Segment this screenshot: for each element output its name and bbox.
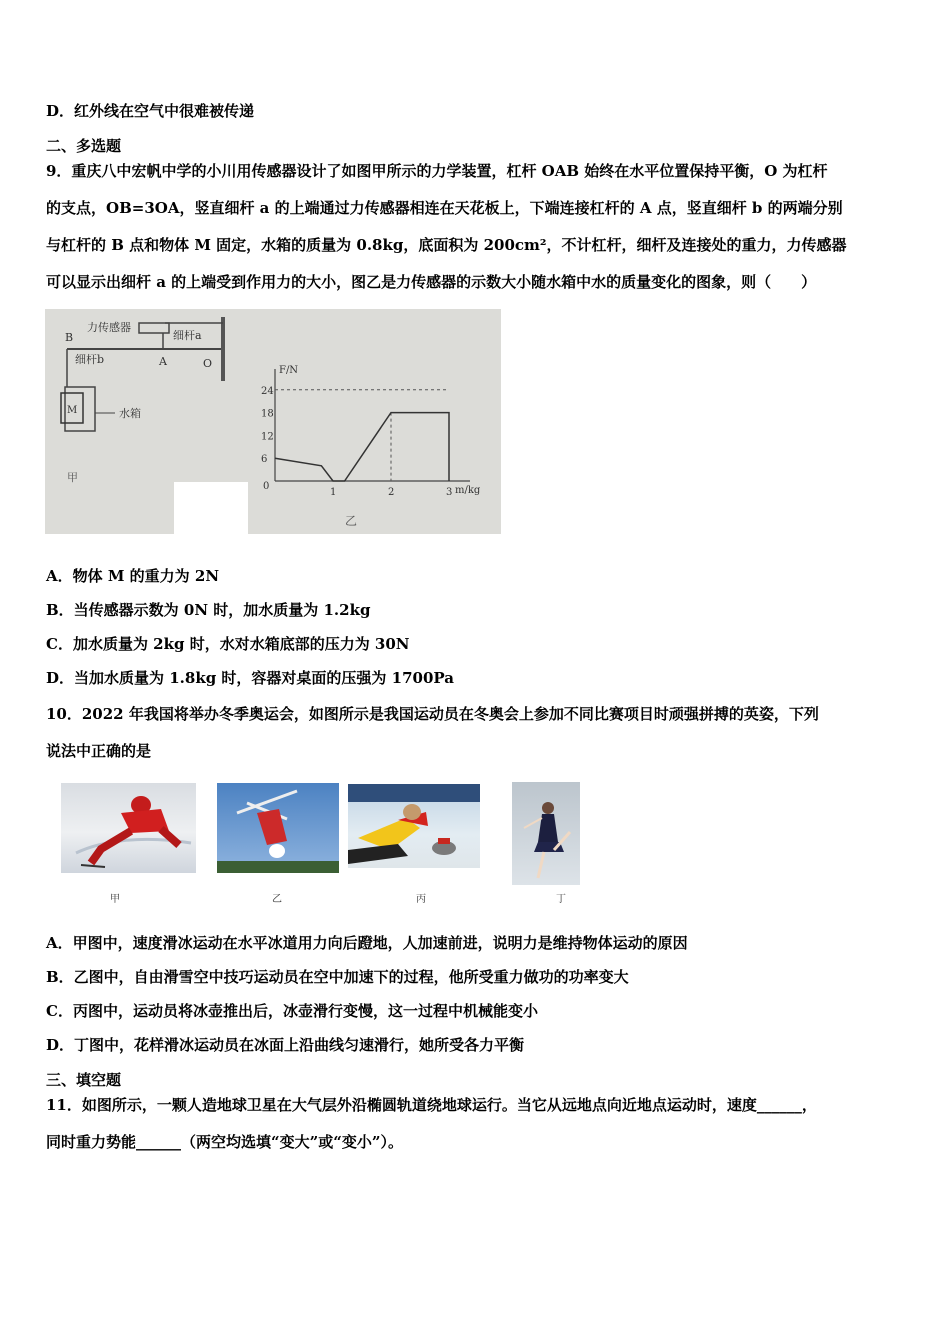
photo-curling	[348, 784, 480, 868]
section-heading: 二、多选题	[46, 137, 122, 155]
question-10-line: 说法中正确的是	[46, 742, 152, 760]
y-tick-label: 18	[261, 408, 274, 420]
text-line: D．红外线在空气中很难被传递	[46, 102, 255, 120]
caption-jia: 甲	[110, 894, 120, 905]
label-b: B	[65, 331, 74, 344]
caption-yi: 乙	[272, 894, 282, 905]
option-d: D．当加水质量为 1.8kg 时，容器对桌面的压强为 1700Pa	[46, 669, 454, 687]
series-line-f	[275, 413, 449, 481]
label-rod-a: 细杆a	[173, 329, 202, 342]
option-b: B．乙图中，自由滑雪空中技巧运动员在空中加速下的过程，他所受重力做功的功率变大	[46, 968, 629, 986]
curler-icon	[348, 784, 480, 868]
question-11-line: 同时重力势能______（两空均选填“变大”或“变小”）。	[46, 1133, 404, 1151]
y-tick-label: 24	[261, 385, 274, 397]
photo-speed-skating	[61, 783, 196, 873]
figure-skater-icon	[512, 782, 580, 885]
label-yi: 乙	[345, 514, 358, 528]
x-tick-label: 2	[388, 487, 395, 498]
x-tick-label: 1	[330, 487, 337, 498]
option-a: A．甲图中，速度滑冰运动在水平冰道用力向后蹬地，人加速前进，说明力是维持物体运动的原因	[46, 934, 688, 952]
question-10-line: 10．2022 年我国将举办冬季奥运会，如图所示是我国运动员在冬奥会上参加不同比赛项目时顽强拼搏的英姿，下列	[46, 705, 819, 723]
label-jia: 甲	[67, 471, 78, 484]
y-tick-label: 12	[261, 431, 274, 443]
option-b: B．当传感器示数为 0N 时，加水质量为 1.2kg	[46, 601, 371, 619]
label-tank: 水箱	[119, 407, 141, 420]
y-tick-label: 6	[261, 454, 268, 466]
force-sensor	[139, 323, 169, 333]
axis-x-label: m/kg	[455, 485, 481, 496]
question-9-line: 的支点，OB=3OA，竖直细杆 a 的上端通过力传感器相连在天花板上，下端连接杠杆的 A 点，竖直细杆 b 的两端分别	[46, 199, 843, 217]
option-a: A．物体 M 的重力为 2N	[46, 567, 220, 585]
axis-y-label: F/N	[279, 365, 299, 376]
caption-bing: 丙	[416, 894, 426, 905]
force-chart	[261, 365, 481, 528]
option-c: C．加水质量为 2kg 时，水对水箱底部的压力为 30N	[46, 635, 410, 653]
label-a: A	[159, 355, 167, 368]
question-9-line: 9．重庆八中宏帆中学的小川用传感器设计了如图甲所示的力学装置，杠杆 OAB 始终在水平位置保持平衡，O 为杠杆	[46, 162, 828, 180]
option-d: D．丁图中，花样滑冰运动员在冰面上沿曲线匀速滑行，她所受各力平衡	[46, 1036, 525, 1054]
lever-diagram	[45, 309, 501, 534]
x-tick-label: 3	[446, 487, 453, 498]
photo-figure-skating	[512, 782, 580, 885]
wall	[221, 317, 225, 381]
caption-ding: 丁	[556, 894, 566, 905]
question-9-line: 与杠杆的 B 点和物体 M 固定，水箱的质量为 0.8kg，底面积为 200cm²，不计杠杆，细杆及连接处的重力，力传感器	[46, 236, 847, 254]
speed-skater-icon	[61, 783, 196, 873]
label-o: O	[203, 357, 213, 370]
label-sensor: 力传感器	[87, 321, 131, 334]
origin-label: 0	[263, 481, 270, 492]
aerial-skier-icon	[217, 783, 339, 873]
label-rod-b: 细杆b	[75, 353, 105, 366]
label-m: M	[67, 405, 78, 416]
blank-patch	[174, 482, 248, 534]
option-c: C．丙图中，运动员将冰壶推出后，冰壶滑行变慢，这一过程中机械能变小	[46, 1002, 538, 1020]
photo-aerial-skiing	[217, 783, 339, 873]
question-9-line: 可以显示出细杆 a 的上端受到作用力的大小，图乙是力传感器的示数大小随水箱中水的质量变化的图象，则（ ）	[46, 273, 817, 291]
question-9-figure	[45, 309, 501, 534]
question-11-line: 11．如图所示，一颗人造地球卫星在大气层外沿椭圆轨道绕地球运行。当它从远地点向近地点运动时，速度______，	[46, 1096, 817, 1114]
section-heading: 三、填空题	[46, 1071, 122, 1089]
